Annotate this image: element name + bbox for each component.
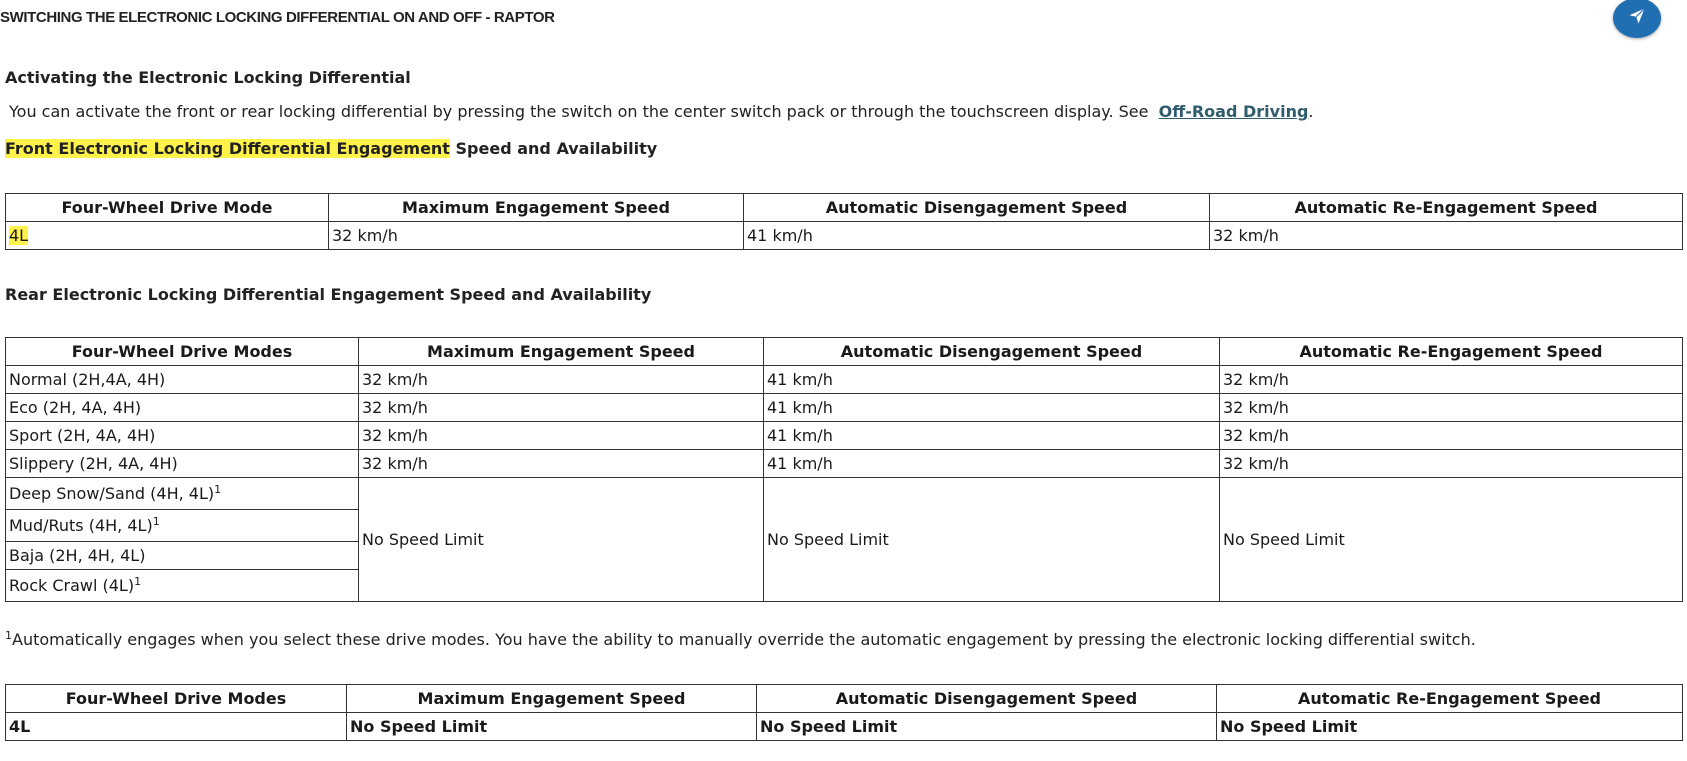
table-cell: Normal (2H,4A, 4H) [6, 366, 359, 394]
off-road-driving-link[interactable]: Off-Road Driving [1158, 102, 1309, 121]
table-row [6, 394, 1683, 422]
rear-table [5, 337, 1683, 602]
mode-label: Deep Snow/Sand (4H, 4L) [9, 484, 215, 503]
activating-text: You can activate the front or rear locking differential by pressing the switch on the center switch pack or through the touchscreen display. See [9, 102, 1149, 121]
table-row [6, 222, 1683, 250]
table-cell: Eco (2H, 4A, 4H) [6, 394, 359, 422]
table-cell: 32 km/h [359, 450, 764, 478]
column-header: Maximum Engagement Speed [329, 194, 744, 222]
column-header: Automatic Re-Engagement Speed [1210, 194, 1683, 222]
table-cell: 32 km/h [1220, 422, 1683, 450]
table-header-row [6, 194, 1683, 222]
column-header: Automatic Disengagement Speed [744, 194, 1210, 222]
footnote-marker: 1 [5, 629, 12, 642]
page-title: SWITCHING THE ELECTRONIC LOCKING DIFFERENTIAL ON AND OFF - RAPTOR [0, 9, 555, 26]
table-cell: 41 km/h [764, 422, 1220, 450]
table-row [6, 713, 1683, 741]
column-header: Maximum Engagement Speed [347, 685, 757, 713]
table-cell: Slippery (2H, 4A, 4H) [6, 450, 359, 478]
share-button[interactable] [1613, 0, 1661, 38]
activating-after-link: . [1308, 102, 1314, 121]
column-header: Automatic Re-Engagement Speed [1217, 685, 1683, 713]
table-cell: 32 km/h [359, 366, 764, 394]
column-header: Four-Wheel Drive Modes [6, 685, 347, 713]
table-cell: 32 km/h [1210, 222, 1683, 250]
table-cell: No Speed Limit [359, 478, 764, 602]
column-header: Maximum Engagement Speed [359, 338, 764, 366]
table-cell: 41 km/h [764, 450, 1220, 478]
footnote-text: Automatically engages when you select these drive modes. You have the ability to manually override the automatic engagement by pressing the electronic locking differential switch. [12, 630, 1476, 649]
column-header: Automatic Disengagement Speed [757, 685, 1217, 713]
table-cell: 32 km/h [329, 222, 744, 250]
table-cell: 32 km/h [1220, 394, 1683, 422]
table-cell: No Speed Limit [764, 478, 1220, 602]
table-cell [6, 510, 359, 542]
table-row [6, 366, 1683, 394]
table-cell: 32 km/h [359, 422, 764, 450]
paper-plane-icon [1628, 7, 1646, 29]
table-cell: No Speed Limit [1220, 478, 1683, 602]
front-table-heading [5, 139, 657, 158]
table-cell: 32 km/h [1220, 366, 1683, 394]
front-heading-rest: Speed and Availability [449, 139, 658, 158]
table-cell: 41 km/h [764, 394, 1220, 422]
column-header: Four-Wheel Drive Modes [6, 338, 359, 366]
column-header: Automatic Re-Engagement Speed [1220, 338, 1683, 366]
footnote [5, 630, 1476, 649]
column-header: Four-Wheel Drive Mode [6, 194, 329, 222]
mode-label: Mud/Ruts (4H, 4L) [9, 516, 153, 535]
rear-table-heading: Rear Electronic Locking Differential Engagement Speed and Availability [5, 285, 652, 304]
table-cell: 41 km/h [744, 222, 1210, 250]
front-heading-highlight: Front Electronic Locking Differential Engagement [5, 139, 450, 158]
mode-label: Baja (2H, 4H, 4L) [9, 546, 146, 565]
table-cell: 41 km/h [764, 366, 1220, 394]
table-row [6, 450, 1683, 478]
table-header-row [6, 338, 1683, 366]
table-cell: 32 km/h [1220, 450, 1683, 478]
footnote-marker: 1 [214, 483, 222, 496]
table-cell: Sport (2H, 4A, 4H) [6, 422, 359, 450]
table-cell: No Speed Limit [347, 713, 757, 741]
table-header-row [6, 685, 1683, 713]
front-table [5, 193, 1683, 250]
table-cell: No Speed Limit [1217, 713, 1683, 741]
third-table [5, 684, 1683, 741]
table-cell [6, 570, 359, 602]
mode-label: Rock Crawl (4L) [9, 576, 135, 595]
table-cell: 32 km/h [359, 394, 764, 422]
table-cell: No Speed Limit [757, 713, 1217, 741]
table-row [6, 478, 1683, 510]
footnote-marker: 1 [152, 515, 160, 528]
table-cell: 4L [6, 713, 347, 741]
mode-4l-highlight: 4L [9, 226, 29, 245]
table-cell [6, 222, 329, 250]
table-cell [6, 478, 359, 510]
activating-paragraph [9, 102, 1314, 121]
activating-heading: Activating the Electronic Locking Differential [5, 68, 411, 87]
table-cell [6, 542, 359, 570]
column-header: Automatic Disengagement Speed [764, 338, 1220, 366]
table-row [6, 422, 1683, 450]
footnote-marker: 1 [134, 575, 142, 588]
